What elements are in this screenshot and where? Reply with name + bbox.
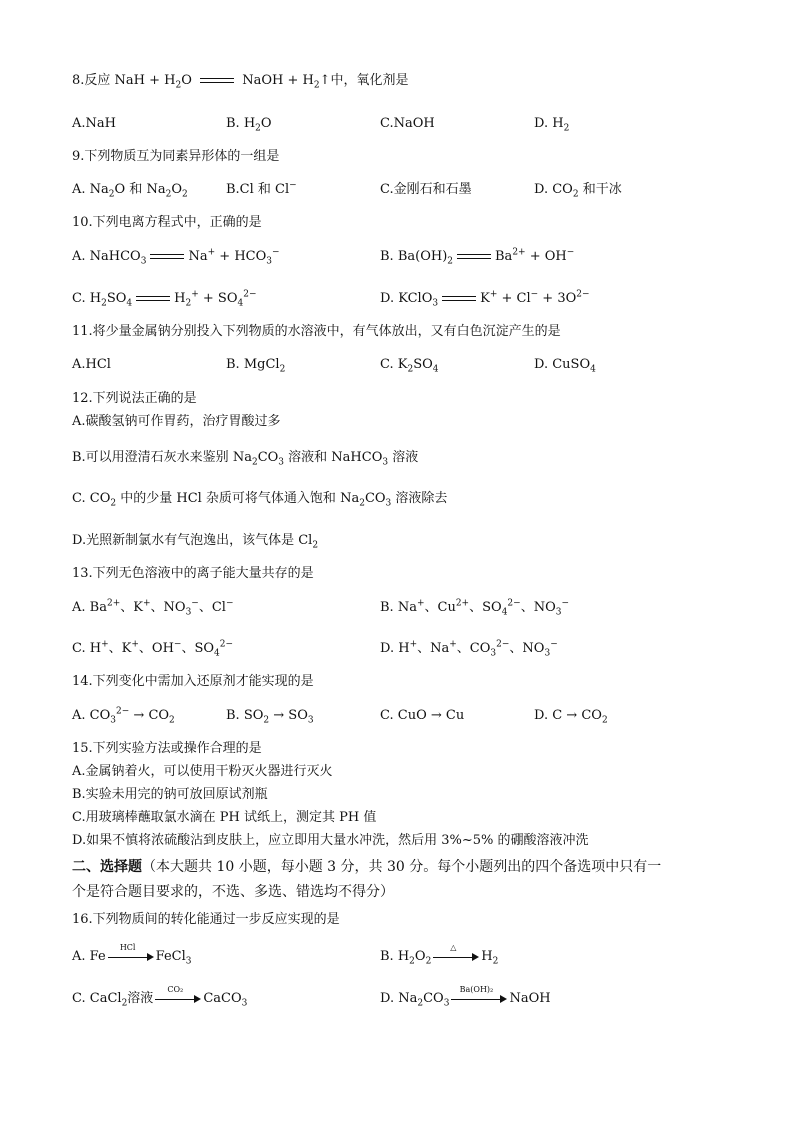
- q11-option-c: C. $K_2SO_4$: [380, 357, 439, 375]
- question-15-stem: 15.下列实验方法或操作合理的是: [72, 741, 262, 756]
- q9-option-d: D. $CO_2$ 和干冰: [534, 182, 622, 200]
- question-11-stem: 11.将少量金属钠分别投入下列物质的水溶液中，有气体放出，又有白色沉淀产生的是: [72, 324, 561, 339]
- q8-option-b: B. $H_2O$: [226, 116, 272, 134]
- reaction-arrow-icon: CO₂: [155, 993, 201, 1005]
- q15-option-c: C.用玻璃棒蘸取氯水滴在 PH 试纸上，测定其 PH 值: [72, 810, 377, 825]
- q13-option-d: D. H+、Na+、$CO_3^{2-}$、$NO_3^-$: [380, 639, 558, 659]
- q9-option-c: C.金刚石和石墨: [380, 182, 472, 197]
- q9-option-b: B.Cl 和 Cl−: [226, 180, 297, 197]
- q13-option-b: B. Na+、$Cu^{2+}$、$SO_4^{2-}$、$NO_3^-$: [380, 598, 570, 618]
- q10-option-a: A. NaHCO$_3$ $Na^+ + HCO_3^-$: [72, 247, 280, 267]
- q11-option-d: D. CuSO$_4$: [534, 357, 596, 375]
- question-8-stem: [72, 72, 408, 90]
- q10-option-d: D. KClO$_3$ $K^+ + Cl^- + 3O^{2-}$: [380, 289, 590, 309]
- q14-option-d: D. $C \to CO_2$: [534, 708, 608, 726]
- q13-option-a: A. $Ba^{2+}$、K+、$NO_3^-$、Cl−: [72, 598, 234, 618]
- q8-option-d: D. $H_2$: [534, 116, 570, 134]
- q8-option-a: A.NaH: [72, 116, 116, 131]
- q16-option-c: C. CaCl$_2$溶液 CO₂ CaCO$_3$: [72, 984, 248, 1009]
- q11-option-a: A.HCl: [72, 357, 111, 372]
- q12-option-a: A.碳酸氢钠可作胃药，治疗胃酸过多: [72, 414, 281, 429]
- q15-option-d: D.如果不慎将浓硫酸沾到皮肤上，应立即用大量水冲洗，然后用 3%~5% 的硼酸溶液冲洗: [72, 833, 589, 848]
- q9-option-a: A. $Na_2O$ 和 $Na_2O_2$: [72, 182, 188, 200]
- q15-option-a: A.金属钠着火，可以使用干粉灭火器进行灭火: [72, 764, 333, 779]
- q8-suffix: 中，氧化剂是: [330, 73, 409, 88]
- question-16-stem: 16.下列物质间的转化能通过一步反应实现的是: [72, 912, 340, 927]
- q16-option-a: A. Fe HCl FeCl$_3$: [72, 942, 192, 967]
- q15-option-b: B.实验未用完的钠可放回原试剂瓶: [72, 787, 268, 802]
- question-13-stem: 13.下列无色溶液中的离子能大量共存的是: [72, 566, 314, 581]
- reaction-arrow-icon: Ba(OH)₂: [451, 993, 507, 1005]
- q12-option-c: C. $CO_2$ 中的少量 HCl 杂质可将气体通入饱和 $Na_2CO_3$ 溶液除去: [72, 491, 448, 509]
- subscript: 2: [175, 80, 182, 91]
- gas-arrow-icon: ↑: [319, 73, 331, 88]
- q8-reactants: 8.反应 NaH + H: [72, 73, 176, 88]
- q16-option-b: B. $H_2O_2$ △ $H_2$: [380, 942, 499, 967]
- equals-sign: [457, 253, 491, 261]
- section-2-header: [72, 858, 661, 876]
- q8-products: NaOH + H: [242, 73, 314, 88]
- q10-option-b: B. $Ba(OH)_2$ $Ba^{2+} + OH^-$: [380, 247, 575, 267]
- question-9-stem: 9.下列物质互为同素异形体的一组是: [72, 149, 280, 164]
- q8-reactants-end: O: [181, 73, 192, 88]
- section-2-desc-1: （本大题共 10 小题，每小题 3 分，共 30 分。每个小题列出的四个备选项中只有一: [142, 859, 662, 875]
- q12-option-b: B.可以用澄清石灰水来鉴别 $Na_2CO_3$ 溶液和 NaHCO$_3$ 溶液: [72, 450, 419, 468]
- reaction-arrow-icon: HCl: [108, 951, 154, 963]
- question-12-stem: 12.下列说法正确的是: [72, 391, 197, 406]
- reaction-arrow-icon: △: [433, 951, 479, 963]
- section-2-desc-2: 个是符合题目要求的，不选、多选、错选均不得分）: [72, 884, 394, 900]
- equals-sign: [200, 77, 234, 85]
- equals-sign: [150, 253, 184, 261]
- q16-option-d: D. $Na_2CO_3$ Ba(OH)₂ NaOH: [380, 984, 551, 1009]
- q11-option-b: B. MgCl$_2$: [226, 357, 286, 375]
- equals-sign: [442, 295, 476, 303]
- question-10-stem: 10.下列电离方程式中，正确的是: [72, 215, 262, 230]
- q13-option-c: C. H+、K+、OH−、$SO_4^{2-}$: [72, 639, 234, 659]
- question-14-stem: 14.下列变化中需加入还原剂才能实现的是: [72, 674, 314, 689]
- section-2-title: 二、选择题: [72, 859, 142, 875]
- q14-option-a: A. $CO_3^{2-} \to CO_2$: [72, 706, 175, 726]
- q14-option-b: B. $SO_2 \to SO_3$: [226, 708, 314, 726]
- q10-option-c: C. $H_2SO_4$ $H_2^+ + SO_4^{2-}$: [72, 289, 257, 309]
- q14-option-c: C. CuO → Cu: [380, 708, 465, 723]
- q8-option-c: C.NaOH: [380, 116, 435, 131]
- subscript: 2: [313, 80, 320, 91]
- equals-sign: [136, 295, 170, 303]
- q12-option-d: D.光照新制氯水有气泡逸出，该气体是 $Cl_2$: [72, 533, 319, 551]
